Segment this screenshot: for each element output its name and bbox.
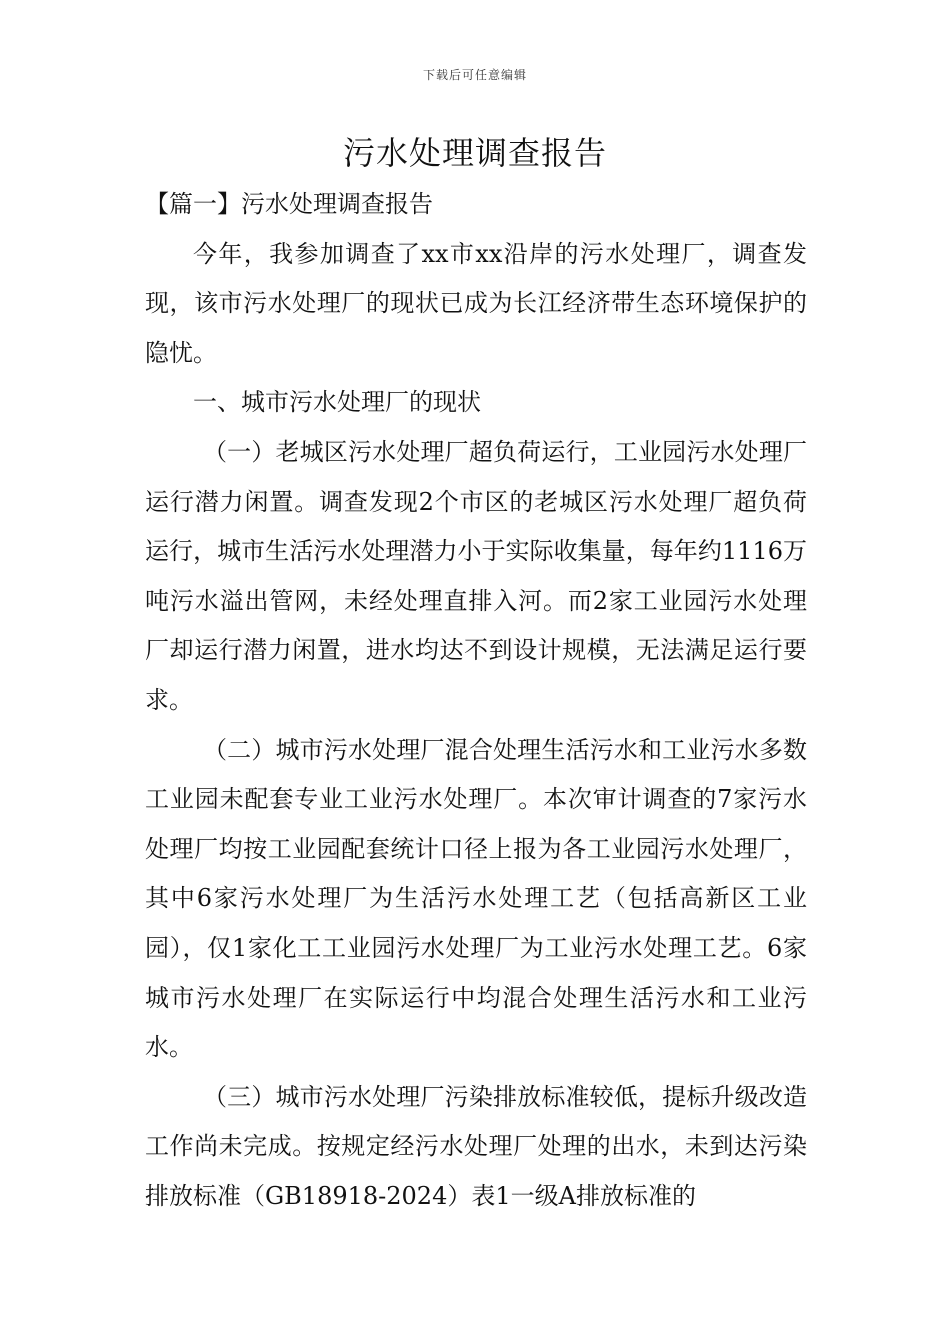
paragraph-point-3: （三）城市污水处理厂污染排放标准较低，提标升级改造工作尚未完成。按规定经污水处理厂处理的出水，未到达污染排放标准（GB18918-2024）表1一级A排放标准的 bbox=[145, 1082, 807, 1210]
paragraph-intro: 今年，我参加调查了xx市xx沿岸的污水处理厂，调查发现，该市污水处理厂的现状已成为长江经济带生态环境保护的隐忧。 bbox=[145, 239, 807, 367]
section-label: 【篇一】污水处理调查报告 bbox=[145, 190, 433, 218]
document-title: 污水处理调查报告 bbox=[342, 134, 607, 172]
header-note: 下载后可任意编辑 bbox=[422, 68, 527, 82]
section-heading: 一、城市污水处理厂的现状 bbox=[193, 388, 481, 417]
paragraph-point-2: （二）城市污水处理厂混合处理生活污水和工业污水多数工业园未配套专业工业污水处理厂。本次审计调查的7家污水处理厂均按工业园配套统计口径上报为各工业园污水处理厂，其中6家污水处理厂为生活污水处理工艺（包括高新区工业园），仅1家化工工业园污水处理厂为工业污水处理工艺。6家城市污水处理厂在实际运行中均混合处理生活污水和工业污水。 bbox=[145, 735, 807, 1062]
paragraph-point-1: （一）老城区污水处理厂超负荷运行，工业园污水处理厂运行潜力闲置。调查发现2个市区的老城区污水处理厂超负荷运行，城市生活污水处理潜力小于实际收集量，每年约1116万吨污水溢出管网，未经处理直排入河。而2家工业园污水处理厂却运行潜力闲置，进水均达不到设计规模，无法满足运行要求。 bbox=[145, 437, 807, 714]
document-body bbox=[145, 180, 807, 1221]
